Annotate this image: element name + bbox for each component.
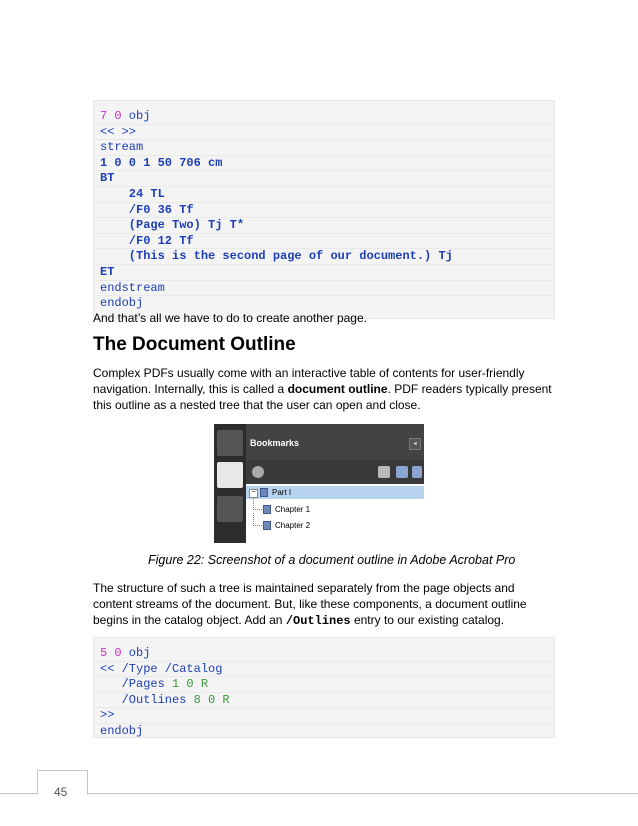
bookmark-icon [260, 488, 268, 497]
code-line: BT [94, 171, 554, 187]
pages-icon [217, 430, 243, 456]
tree-connector [253, 499, 262, 510]
section-heading: The Document Outline [93, 334, 296, 355]
new-bookmark-icon [396, 466, 408, 478]
page-number: 45 [54, 785, 68, 799]
options-gear-icon [252, 466, 264, 478]
bookmarks-screenshot [214, 424, 424, 543]
figure-caption: Figure 22: Screenshot of a document outline in Adobe Acrobat Pro [148, 553, 516, 567]
code-line: endstream [94, 281, 554, 297]
code-line: 24 TL [94, 187, 554, 203]
expand-bookmark-icon [412, 466, 422, 478]
signatures-icon [217, 496, 243, 522]
code-line: (This is the second page of our document.) Tj [94, 249, 554, 265]
bookmark-icon [263, 521, 271, 530]
collapse-toggle-icon: − [249, 489, 258, 498]
code-line: /Pages 1 0 R [94, 677, 554, 693]
code-line: 7 0 obj [94, 109, 554, 125]
code-line: >> [94, 708, 554, 724]
collapse-icon: ◂ [409, 438, 421, 450]
bookmarks-toolbar [246, 460, 424, 484]
footer-rule [0, 793, 638, 794]
bookmark-icon [263, 505, 271, 514]
paragraph-outline: Complex PDFs usually come with an interactive table of contents for user-friendly navigation. Internally, this is called a document outline. PDF readers typically present this outline as a nested tree that the user can open and close. [93, 366, 552, 412]
navigation-rail [214, 424, 246, 543]
tree-item-chapter: Chapter 1 [246, 503, 424, 516]
tree-connector [253, 513, 262, 526]
code-line: << /Type /Catalog [94, 662, 554, 678]
code-line: 1 0 0 1 50 706 cm [94, 156, 554, 172]
paragraph-after-code: And that’s all we have to do to create another page. [93, 311, 367, 325]
code-block-2 [93, 637, 555, 738]
paragraph-structure: The structure of such a tree is maintained separately from the page objects and content streams of the document. But, like these components, a document outline begins in the catalog object. Add an /Outlines entry to our existing catalog. [93, 581, 527, 628]
tree-item-chapter: Chapter 2 [246, 519, 424, 532]
code-line: stream [94, 140, 554, 156]
tree-item-part: − Part I [246, 486, 424, 499]
panel-title: Bookmarks [250, 438, 300, 448]
code-line: /Outlines 8 0 R [94, 693, 554, 709]
bookmarks-tree [246, 484, 424, 543]
delete-icon [378, 466, 390, 478]
bookmarks-panel-header [246, 424, 424, 460]
inline-code: /Outlines [285, 614, 351, 628]
code-line: 5 0 obj [94, 646, 554, 662]
code-block-1 [93, 100, 555, 319]
code-line: << >> [94, 125, 554, 141]
code-line: (Page Two) Tj T* [94, 218, 554, 234]
code-line: /F0 12 Tf [94, 234, 554, 250]
bold-term: document outline [287, 382, 388, 396]
code-line: endobj [100, 296, 144, 311]
bookmarks-tab-icon [217, 462, 243, 488]
code-line: /F0 36 Tf [94, 203, 554, 219]
code-line: ET [94, 265, 554, 281]
code-line: endobj [100, 723, 144, 738]
